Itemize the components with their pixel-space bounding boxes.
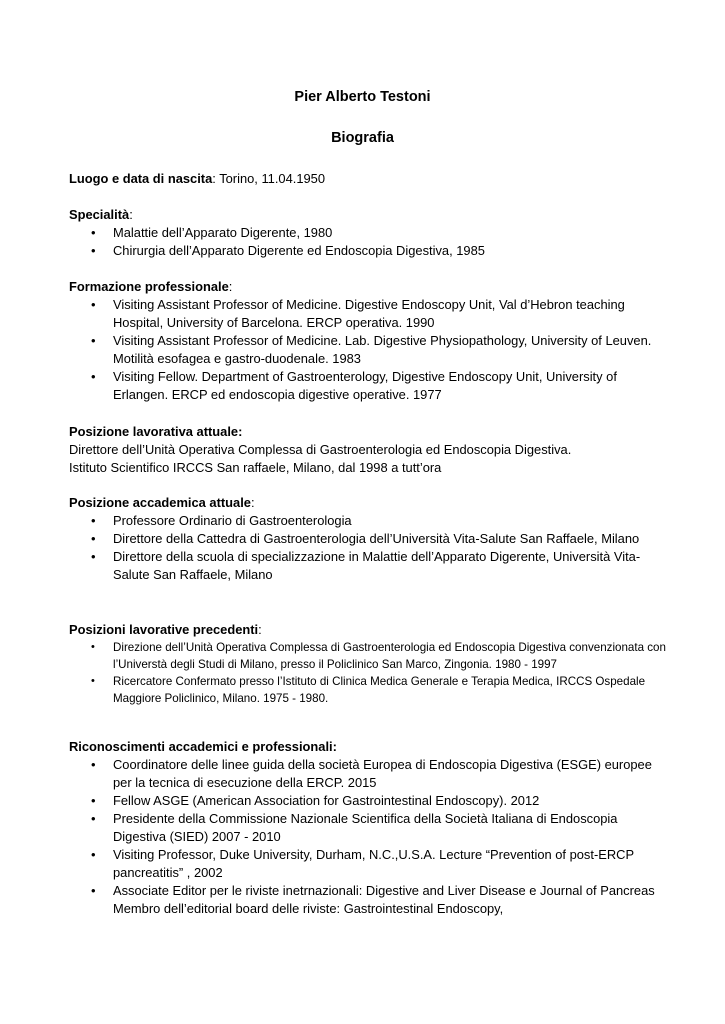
birth-section	[69, 170, 669, 188]
page-title: Pier Alberto Testoni	[294, 89, 431, 105]
list-item: • Visiting Assistant Professor of Medicine. Digestive Endoscopy Unit, Val d’Hebron teaching Hospital, University of Barcelona. ERCP operativa. 1990	[69, 296, 669, 332]
list-item: • Professore Ordinario di Gastroenterologia	[69, 512, 669, 530]
formazione-label: Formazione professionale	[69, 279, 229, 294]
posizione-accademica-section	[69, 494, 669, 584]
formazione-colon: :	[228, 279, 233, 294]
list-item: • Direttore della scuola di specializzazione in Malattie dell’Apparato Digerente, Università Vita-Salute San Raffaele, Milano	[69, 548, 669, 584]
birth-label: Luogo e data di nascita	[69, 171, 213, 186]
list-item: • Associate Editor per le riviste inetrnazionali: Digestive and Liver Disease e Journal of Pancreas Membro dell’editorial board delle riviste: Gastrointestinal Endoscopy,	[69, 882, 669, 918]
list-item: • Visiting Professor, Duke University, Durham, N.C.,U.S.A. Lecture “Prevention of post-ERCP pancreatitis” , 2002	[69, 846, 669, 882]
posizione-accademica-list	[69, 512, 669, 584]
posizioni-precedenti-section	[69, 621, 669, 707]
list-item: • Ricercatore Confermato presso l’Istituto di Clinica Medica Generale e Terapia Medica, IRCCS Ospedale Maggiore Policlinico, Milano. 1975 - 1980.	[69, 673, 669, 707]
formazione-section	[69, 278, 669, 404]
riconoscimenti-list	[69, 756, 669, 918]
list-item: • Direzione dell’Unità Operativa Complessa di Gastroenterologia ed Endoscopia Digestiva convenzionata con l’Universtà degli Studi di Milano, presso il Policlinico San Marco, Zingonia. 1980 - 1997	[69, 639, 669, 673]
posizioni-precedenti-colon: :	[258, 622, 262, 637]
posizioni-precedenti-label: Posizioni lavorative precedenti	[69, 622, 259, 637]
list-item: • Fellow ASGE (American Association for Gastrointestinal Endoscopy). 2012	[69, 792, 669, 810]
specialita-label: Specialità	[69, 207, 130, 222]
list-item: • Direttore della Cattedra di Gastroenterologia dell’Università Vita-Salute San Raffaele, Milano	[69, 530, 669, 548]
list-item: • Visiting Fellow. Department of Gastroenterology, Digestive Endoscopy Unit, University of Erlangen. ERCP ed endoscopia digestive operative. 1977	[69, 368, 669, 404]
list-item: • Chirurgia dell’Apparato Digerente ed Endoscopia Digestiva, 1985	[69, 242, 669, 260]
posizione-lavorativa-line: Istituto Scientifico IRCCS San raffaele, Milano, dal 1998 a tutt’ora	[69, 460, 442, 475]
riconoscimenti-section	[69, 738, 669, 918]
specialita-list	[69, 224, 669, 260]
specialita-section	[69, 206, 669, 260]
posizione-accademica-label: Posizione accademica attuale	[69, 495, 251, 510]
formazione-list	[69, 296, 669, 404]
list-item: • Malattie dell’Apparato Digerente, 1980	[69, 224, 669, 242]
riconoscimenti-label: Riconoscimenti accademici e professionali:	[69, 739, 337, 754]
specialita-colon: :	[129, 207, 133, 222]
list-item: • Visiting Assistant Professor of Medicine. Lab. Digestive Physiopathology, University of Leuven. Motilità esofagea e gastro-duodenale. 1983	[69, 332, 669, 368]
posizione-lavorativa-section	[69, 423, 669, 477]
list-item: • Presidente della Commissione Nazionale Scientifica della Società Italiana di Endoscopia Digestiva (SIED) 2007 - 2010	[69, 810, 669, 846]
list-item: • Coordinatore delle linee guida della società Europea di Endoscopia Digestiva (ESGE) europee per la tecnica di esecuzione della ERCP. 2015	[69, 756, 669, 792]
posizione-lavorativa-line: Direttore dell’Unità Operativa Complessa di Gastroenterologia ed Endoscopia Digestiva.	[69, 442, 572, 457]
birth-value: : Torino, 11.04.1950	[212, 171, 326, 186]
posizione-lavorativa-label: Posizione lavorativa attuale:	[69, 424, 243, 439]
posizioni-precedenti-list	[69, 639, 669, 707]
page-subtitle: Biografia	[331, 130, 394, 146]
posizione-accademica-colon: :	[250, 495, 255, 510]
